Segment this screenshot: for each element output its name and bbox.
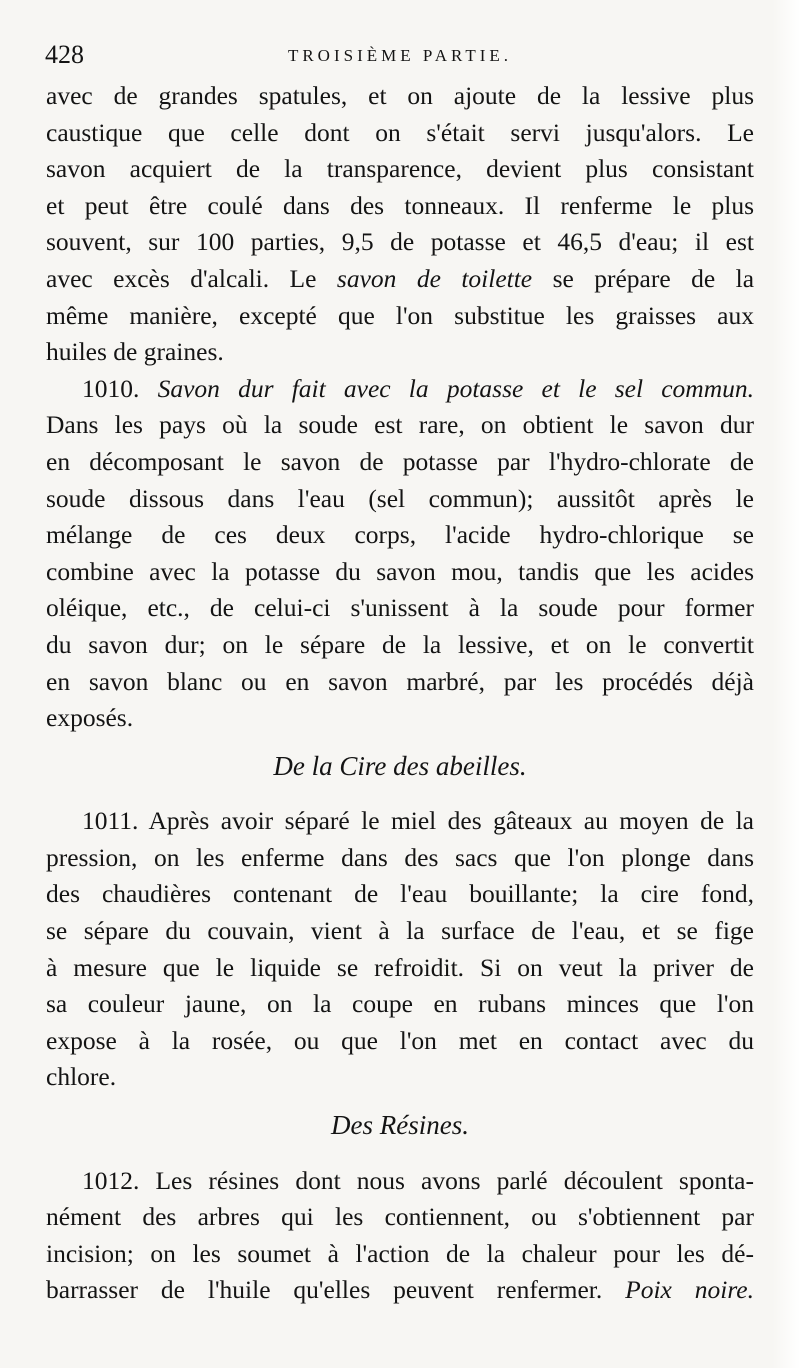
section-heading-resines: Des Résines. <box>331 1110 469 1141</box>
text-line: et peut être coulé dans des tonneaux. Il renferme le plus <box>46 190 754 220</box>
text-line: avec de grandes spatules, et on ajoute de la lessive plus <box>46 81 754 110</box>
section-title: Savon dur fait avec la potasse et le sel commun. <box>157 373 754 403</box>
section-1012-first-line <box>46 1163 754 1200</box>
running-head: TROISIÈME PARTIE. <box>287 46 513 65</box>
spacer <box>46 1096 754 1107</box>
text-line: même manière, excepté que l'on substitue les graisses aux <box>46 300 754 330</box>
text-line: Dans les pays où la soude est rare, on obtient le savon dur <box>46 410 754 440</box>
text-segment: Après avoir séparé le miel des gâteaux au moyen de la <box>148 806 754 836</box>
page-number: 428 <box>45 40 84 69</box>
text-line <box>46 261 754 298</box>
text-line: pression, on les enferme dans des sacs que l'on plonge dans <box>46 842 754 872</box>
section-number: 1011. <box>82 806 139 836</box>
text-line: soude dissous dans l'eau (sel commun); aussitôt après le <box>46 483 754 513</box>
section-1010-first-line <box>46 371 754 408</box>
text-line: savon acquiert de la transparence, devient plus consistant <box>46 154 754 184</box>
text-line: nément des arbres qui les contiennent, ou s'obtiennent par <box>46 1202 754 1232</box>
spacer <box>46 784 754 803</box>
text-segment: se prépare de la <box>552 263 755 293</box>
section-heading-cire: De la Cire des abeilles. <box>273 750 527 781</box>
text-line: à mesure que le liquide se refroidit. Si on veut la priver de <box>46 952 754 982</box>
text-line: souvent, sur 100 parties, 9,5 de potasse et 46,5 d'eau; il est <box>46 227 754 257</box>
text-line: se sépare du couvain, vient à la surface de l'eau, et se fige <box>46 916 754 946</box>
text-line: caustique que celle dont on s'était servi jusqu'alors. Le <box>46 117 754 147</box>
text-segment: Les résines dont nous avons parlé découlent sponta- <box>155 1165 754 1195</box>
text-line: combine avec la potasse du savon mou, tandis que les acides <box>46 556 754 586</box>
page-header <box>45 40 755 72</box>
text-line: des chaudières contenant de l'eau bouillante; la cire fond, <box>46 879 754 909</box>
text-line <box>46 1272 754 1309</box>
text-line: expose à la rosée, ou que l'on met en contact avec du <box>46 1025 754 1055</box>
section-number: 1012. <box>82 1165 140 1195</box>
page-edge-shadow <box>772 0 800 1368</box>
text-line: sa couleur jaune, on la coupe en rubans minces que l'on <box>46 989 754 1019</box>
section-1011-first-line <box>46 803 754 840</box>
text-line: en décomposant le savon de potasse par l'hydro-chlorate de <box>46 446 754 476</box>
text-segment: avec excès d'alcali. Le <box>46 263 317 293</box>
text-line: oléique, etc., de celui-ci s'unissent à la soude pour former <box>46 593 754 623</box>
spacer <box>46 1144 754 1163</box>
body-text <box>46 78 754 1309</box>
italic-term: savon de toilette <box>336 263 533 293</box>
text-line: exposés. <box>46 703 134 733</box>
text-line: mélange de ces deux corps, l'acide hydro-chlorique se <box>46 520 754 550</box>
text-segment: barrasser de l'huile qu'elles peuvent renfermer. <box>46 1275 603 1305</box>
italic-term: Poix noire. <box>625 1275 754 1305</box>
text-line: chlore. <box>46 1062 117 1092</box>
text-line: en savon blanc ou en savon marbré, par les procédés déjà <box>46 666 754 696</box>
spacer <box>46 737 754 748</box>
section-number: 1010. <box>82 373 140 403</box>
text-line: huiles de graines. <box>46 337 224 367</box>
text-line: du savon dur; on le sépare de la lessive, et on le convertit <box>46 629 754 659</box>
text-line: incision; on les soumet à l'action de la chaleur pour les dé- <box>46 1238 754 1268</box>
